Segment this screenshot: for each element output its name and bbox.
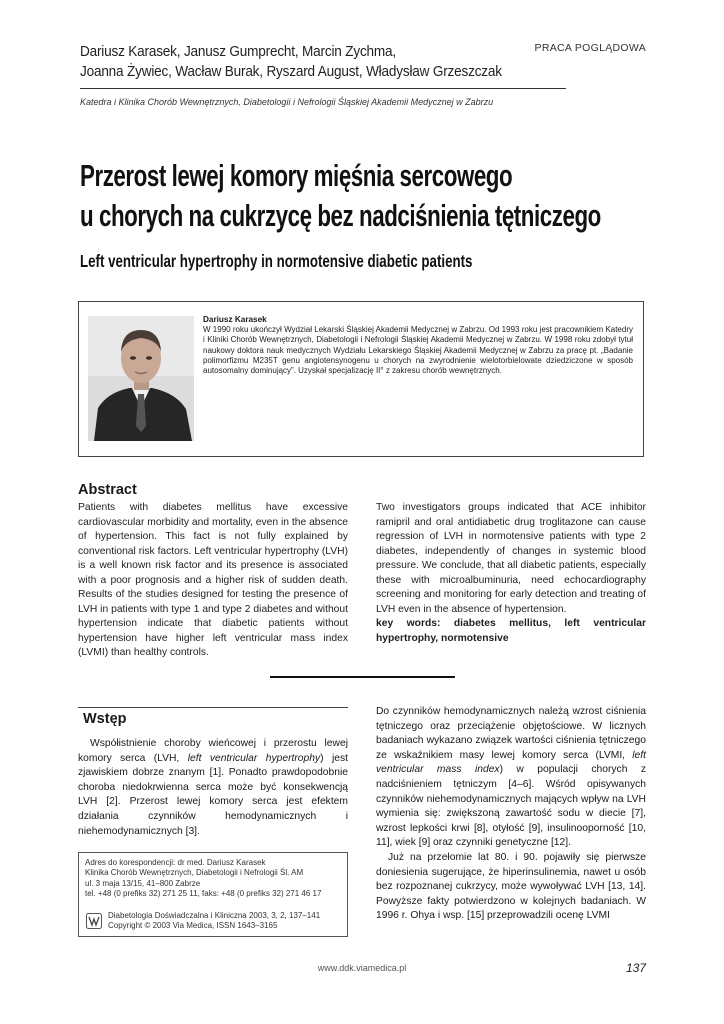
- intro-right-text-b: ) w populacji chorych z nadciśnieniem tętniczym [4–6]. Wśród opisywanych czynników niehemodynamicznych mających wpływ na LVH wymienia się: zwiększoną zawartość sodu w diecie [7], wzrost lepkości krwi [8], otyłość [9], insulinooporność [10, 11], wiek [9] oraz czynniki genetyczne [12].: [376, 764, 647, 849]
- intro-right-column: [376, 705, 646, 924]
- bio-author-name: Dariusz Karasek: [203, 315, 267, 324]
- abstract-right-text: Two investigators groups indicated that ACE inhibitor ramipril and oral antidiabetic drug troglitazone can cause regression of LVH in normotensive patients with type 2 diabetes, independently of changes in systemic blood pressure. We conclude, that all diabetic patients, especially these with microalbuminuria, need echocardiography screening and monitoring for early detection and treating of LVH even in the absence of hypertension.: [376, 502, 646, 615]
- affiliation: Katedra i Klinika Chorób Wewnętrznych, Diabetologii i Nefrologii Śląskiej Akademii Medycznej w Zabrzu: [80, 97, 494, 107]
- page-number: 137: [625, 961, 646, 975]
- section-divider: [270, 676, 455, 678]
- intro-right-emphasis: left ventricular mass index: [376, 749, 646, 776]
- author-photo: [88, 316, 194, 441]
- footer-url[interactable]: www.ddk.viamedica.pl: [317, 963, 407, 973]
- authors-line-2: Joanna Żywiec, Wacław Burak, Ryszard August, Władysław Grzeszczak: [80, 64, 502, 80]
- via-medica-logo-icon: [86, 913, 102, 929]
- intro-left-column: [78, 737, 348, 839]
- title-polish: [80, 156, 601, 236]
- correspondence-line-1: Adres do korespondencji: dr med. Dariusz Karasek: [85, 858, 266, 867]
- title-polish-line-1: Przerost lewej komory mięśnia sercowego: [80, 158, 513, 193]
- intro-left-text-b: ) jest zjawiskiem dobrze znanym [1]. Ponadto prawdopodobnie choroba niedokrwienna serca może być konsekwencją LVH [2]. Przerost lewej komory serca jest efektem działania czynników hemodynamicznych i niehemodynamicznych [3].: [78, 752, 348, 837]
- abstract-heading: Abstract: [78, 482, 137, 498]
- journal-name: Diabetologia Doświadczalna i Kliniczna 2003, 3, 2, 137–141: [108, 911, 321, 920]
- abstract-right-column: [376, 501, 646, 646]
- intro-left-text-a: Współistnienie choroby wieńcowej i przerostu lewej komory serca (LVH,: [78, 738, 348, 764]
- intro-left-emphasis: left ventricular hypertrophy: [187, 752, 321, 764]
- copyright: Copyright © 2003 Via Medica, ISSN 1643–3165: [108, 921, 278, 931]
- correspondence-line-3: ul. 3 maja 13/15, 41–800 Zabrze: [85, 878, 201, 888]
- title-english: Left ventricular hypertrophy in normotensive diabetic patients: [80, 251, 473, 271]
- keywords: key words: diabetes mellitus, left ventricular hypertrophy, normotensive: [376, 618, 646, 644]
- correspondence-address: [85, 858, 345, 900]
- bio-text: W 1990 roku ukończył Wydział Lekarski Śląskiej Akademii Medycznej w Zabrzu. Od 1993 roku jest pracownikiem Katedry i Kliniki Chorób Wewnętrznych, Diabetologii i Nefrologii Śląskiej Akademii Medycznej w Zabrzu. W 1998 roku zdobył tytuł naukowy doktora nauk medycznych Wydziału Lekarskiego Śląskiej Akademii Medycznej w Zabrzu za pracę pt. „Badanie polimorfizmu M235T genu angiotensynogenu u chorych na zwyrodnienie wielotorbielowate dziedziczone w sposób autosomalny dominujący”. Uzyskał specjalizację II° z zakresu chorób wewnętrznych.: [203, 325, 633, 376]
- author-portrait-icon: [88, 316, 194, 441]
- journal-citation: [108, 911, 348, 932]
- header-divider: [80, 88, 566, 89]
- correspondence-line-4: tel. +48 (0 prefiks 32) 271 25 11, faks: +48 (0 prefiks 32) 271 46 17: [85, 889, 322, 899]
- abstract-left-column: Patients with diabetes mellitus have excessive cardiovascular morbidity and mortality, even in the absence of hypertension. This fact is not fully explained by conventional risk factors. Left ventricular hypertrophy (LVH) is a well known risk factor and its presence is associated with a poor prognosis and a higher risk of sudden death. Results of the studies designed for testing the presence of LVH in patients with type 1 and type 2 diabetes and without hypertension indicate that diabetic patients without hypertension have higher left ventricular mass index (LVMI) than healthy controls.: [78, 502, 348, 658]
- intro-right-text-a: Do czynników hemodynamicznych należą wzrost ciśnienia tętniczego oraz przeciążenie objętościowe. W licznych badaniach wykazano związek wartości ciśnienia tętniczego ze wskaźnikiem masy lewej komory serca (LVMI,: [376, 706, 646, 761]
- correspondence-line-2: Klinika Chorób Wewnętrznych, Diabetologii i Nefrologii Śl. AM: [85, 868, 304, 878]
- authors: [80, 42, 526, 82]
- intro-heading-box: [78, 707, 348, 731]
- intro-heading: Wstęp: [83, 711, 127, 727]
- authors-line-1: Dariusz Karasek, Janusz Gumprecht, Marcin Zychma,: [80, 44, 396, 60]
- intro-right-paragraph-1: [376, 705, 646, 851]
- intro-right-paragraph-2: Już na przełomie lat 80. i 90. pojawiły się pierwsze doniesienia sugerujące, że hiperinsulinemia, nawet u osób bez rozpoznanej cukrzycy, może wywoływać LVH [13, 14]. Powyższe fakty potwierdzono w kolejnych badaniach. W 1996 r. Ohya i wsp. [15] przeprowadzili ocenę LVMI: [376, 851, 646, 922]
- title-polish-line-2: u chorych na cukrzycę bez nadciśnienia tętniczego: [80, 198, 601, 233]
- paper-type-label: PRACA POGLĄDOWA: [534, 42, 646, 54]
